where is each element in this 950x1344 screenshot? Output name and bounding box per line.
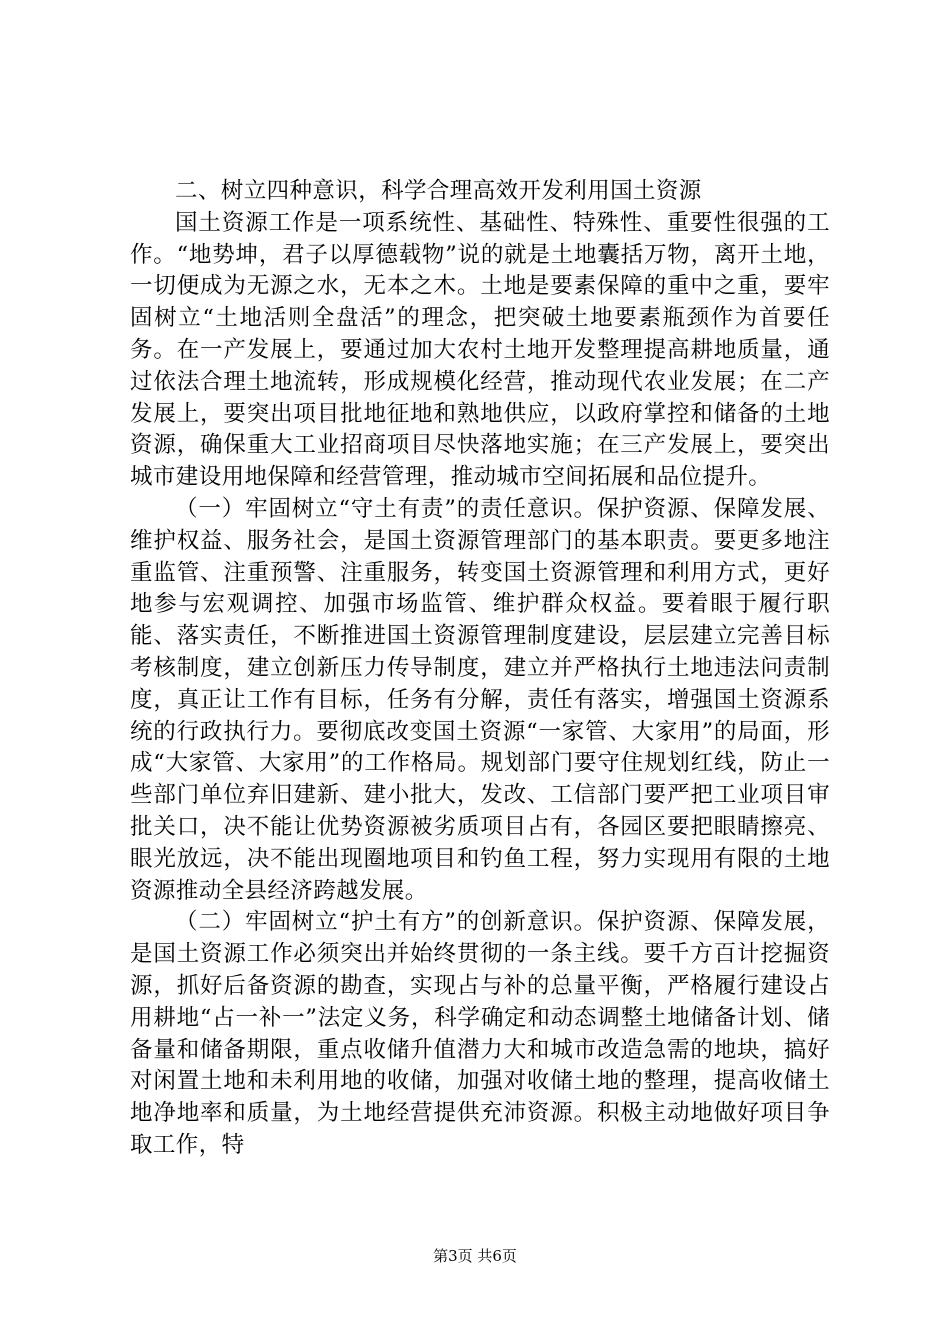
paragraph-innovation: （二）牢固树立“护土有方”的创新意识。保护资源、保障发展，是国土资源工作必须突出并始终贯彻的一条主线。要千方百计挖掘资源，抓好后备资源的勘查，实现占与补的总量平衡，严格履行建设占用耕地“占一补一”法定义务，科学确定和动态调整土地储备计划、储备量和储备期限，重点收储升值潜力大和城市改造急需的地块，搞好对闲置土地和未利用地的收储，加强对收储土地的整理，提高收储土地净地率和质量，为土地经营提供充沛资源。积极主动地做好项目争取工作，特 [130,909,830,1158]
page-number-footer: 第3页 共6页 [433,1247,517,1265]
paragraph-intro: 国土资源工作是一项系统性、基础性、特殊性、重要性很强的工作。“地势坤，君子以厚德载物”说的就是土地囊括万物，离开土地，一切便成为无源之水，无本之木。土地是要素保障的重中之重，要牢固树立“土地活则全盘活”的理念，把突破土地要素瓶颈作为首要任务。在一产发展上，要通过加大农村土地开发整理提高耕地质量，通过依法合理土地流转，形成规模化经营，推动现代农业发展；在二产发展上，要突出项目批地征地和熟地供应，以政府掌控和储备的土地资源，确保重大工业招商项目尽快落地实施；在三产发展上，要突出城市建设用地保障和经营管理，推动城市空间拓展和品位提升。 [130,209,830,491]
section-heading: 二、树立四种意识，科学合理高效开发利用国土资源 [175,178,702,204]
document-body [130,176,830,1162]
paragraph-responsibility: （一）牢固树立“守土有责”的责任意识。保护资源、保障发展、维护权益、服务社会，是国土资源管理部门的基本职责。要更多地注重监管、注重预警、注重服务，转变国土资源管理和利用方式，更好地参与宏观调控、加强市场监管、维护群众权益。要着眼于履行职能、落实责任，不断推进国土资源管理制度建设，层层建立完善目标考核制度，建立创新压力传导制度，建立并严格执行土地违法问责制度，真正让工作有目标，任务有分解，责任有落实，增强国土资源系统的行政执行力。要彻底改变国土资源“一家管、大家用”的局面，形成“大家管、大家用”的工作格局。规划部门要守住规划红线，防止一些部门单位弃旧建新、建小批大，发改、工信部门要严把工业项目审批关口，决不能让优势资源被劣质项目占有，各园区要把眼睛擦亮、眼光放远，决不能出现圈地项目和钓鱼工程，努力实现用有限的土地资源推动全县经济跨越发展。 [130,495,830,904]
